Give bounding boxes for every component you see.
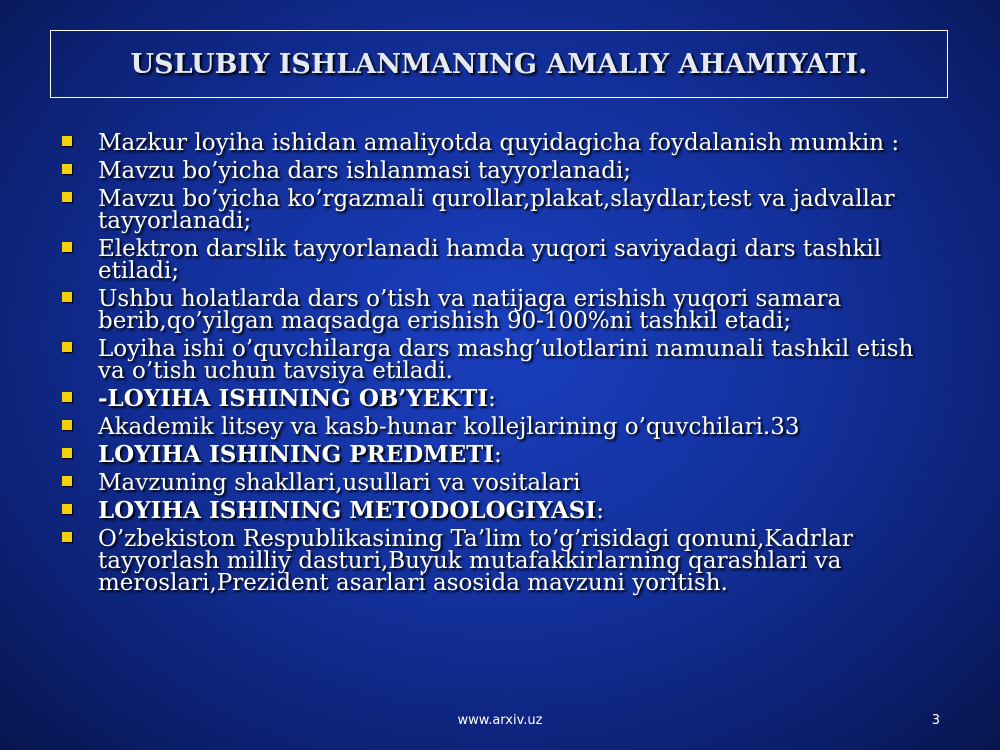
bullet-square-icon bbox=[62, 342, 72, 352]
bullet-list bbox=[62, 132, 942, 600]
bullet-square-icon bbox=[62, 420, 72, 430]
bullet-heading-suffix: : bbox=[488, 386, 496, 412]
bullet-item bbox=[62, 132, 942, 154]
bullet-item bbox=[62, 288, 942, 332]
bullet-square-icon bbox=[62, 242, 72, 252]
bullet-text: Mavzuning shakllari,usullari va vositalari bbox=[98, 470, 581, 496]
bullet-square-icon bbox=[62, 476, 72, 486]
bullet-text: Mavzu bo’yicha ko’rgazmali qurollar,plakat,slaydlar,test va jadvallar tayyorlanadi; bbox=[98, 186, 895, 234]
bullet-item bbox=[62, 472, 942, 494]
bullet-item bbox=[62, 188, 942, 232]
bullet-square-icon bbox=[62, 504, 72, 514]
bullet-text: Elektron darslik tayyorlanadi hamda yuqori saviyadagi dars tashkil etiladi; bbox=[98, 236, 882, 284]
bullet-square-icon bbox=[62, 448, 72, 458]
bullet-item-heading bbox=[62, 497, 942, 524]
bullet-text: Ushbu holatlarda dars o’tish va natijaga erishish yuqori samara berib,qo’yilgan maqsadga erishish 90-100%ni tashkil etadi; bbox=[98, 286, 842, 334]
bullet-item bbox=[62, 528, 942, 594]
bullet-square-icon bbox=[62, 392, 72, 402]
page-number: 3 bbox=[931, 713, 940, 728]
bullet-square-icon bbox=[62, 136, 72, 146]
bullet-square-icon bbox=[62, 532, 72, 542]
bullet-item bbox=[62, 416, 942, 438]
bullet-heading-suffix: : bbox=[596, 498, 604, 524]
slide-title: USLUBIY ISHLANMANING AMALIY AHAMIYATI. bbox=[130, 48, 868, 80]
bullet-heading-text: -LOYIHA ISHINING OB’YEKTI bbox=[98, 385, 489, 412]
bullet-text: O’zbekiston Respublikasining Ta’lim to’g’risidagi qonuni,Kadrlar tayyorlash milliy dasturi,Buyuk mutafakkirlarning qarashlari va meroslari,Prezident asarlari asosida mavzuni yoritish. bbox=[98, 526, 853, 596]
bullet-item bbox=[62, 238, 942, 282]
bullet-item bbox=[62, 160, 942, 182]
bullet-text: Mavzu bo’yicha dars ishlanmasi tayyorlanadi; bbox=[98, 158, 632, 184]
bullet-item bbox=[62, 338, 942, 382]
bullet-square-icon bbox=[62, 292, 72, 302]
slide-title-box bbox=[50, 30, 948, 98]
bullet-heading-text: LOYIHA ISHINING METODOLOGIYASI bbox=[98, 497, 597, 524]
bullet-text: Loyiha ishi o’quvchilarga dars mashg’ulotlarini namunali tashkil etish va o’tish uchun tavsiya etiladi. bbox=[98, 336, 914, 384]
bullet-item-heading bbox=[62, 441, 942, 468]
bullet-square-icon bbox=[62, 192, 72, 202]
bullet-item-heading bbox=[62, 385, 942, 412]
footer-url: www.arxiv.uz bbox=[457, 713, 543, 728]
bullet-text: Akademik litsey va kasb-hunar kollejlarining o’quvchilari.33 bbox=[98, 414, 800, 440]
bullet-heading-suffix: : bbox=[494, 442, 502, 468]
bullet-text: Mazkur loyiha ishidan amaliyotda quyidagicha foydalanish mumkin : bbox=[98, 130, 900, 156]
bullet-heading-text: LOYIHA ISHINING PREDMETI bbox=[98, 441, 495, 468]
bullet-square-icon bbox=[62, 164, 72, 174]
